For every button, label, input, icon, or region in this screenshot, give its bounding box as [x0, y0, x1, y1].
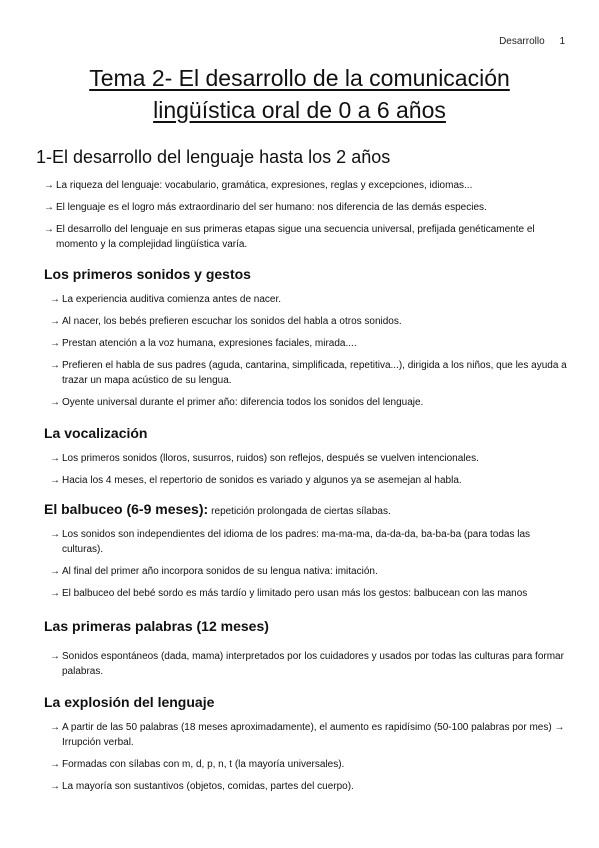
heading-primeros-sonidos: Los primeros sonidos y gestos	[44, 266, 251, 282]
heading-primeras-palabras: Las primeras palabras (12 meses)	[44, 618, 269, 634]
list-item	[50, 292, 570, 307]
arrow-bullet-icon: →	[50, 588, 60, 599]
list-item-text: Los sonidos son independientes del idioma de los padres: ma-ma-ma, da-da-da, ba-ba-ba (para todas las culturas).	[62, 529, 531, 555]
arrow-bullet-icon: →	[50, 651, 60, 662]
list-item	[50, 586, 570, 601]
arrow-bullet-icon: →	[50, 294, 60, 305]
page-number: 1	[559, 36, 565, 47]
arrow-bullet-icon: →	[44, 224, 54, 235]
list-item-text: El desarrollo del lenguaje en sus primeras etapas sigue una secuencia universal, prefijada genéticamente el momento y la complejidad lingüística varía.	[56, 224, 535, 250]
vocalizacion-list	[50, 451, 570, 495]
list-item	[50, 473, 570, 488]
page-title	[0, 62, 599, 126]
balbuceo-note: repetición prolongada de ciertas sílabas.	[211, 506, 391, 517]
list-item-text: Prefieren el habla de sus padres (aguda, cantarina, simplificada, repetitiva...), dirigida a los niños, que les ayuda a trazar un mapa acústico de su lengua.	[62, 360, 567, 386]
list-item	[50, 757, 570, 772]
arrow-bullet-icon: →	[50, 475, 60, 486]
arrow-bullet-icon: →	[44, 180, 54, 191]
heading-balbuceo	[44, 501, 391, 517]
list-item	[50, 336, 570, 351]
list-item	[50, 564, 570, 579]
list-item	[50, 527, 570, 557]
list-item-text: La mayoría son sustantivos (objetos, comidas, partes del cuerpo).	[62, 781, 354, 792]
title-line-1: Tema 2- El desarrollo de la comunicación	[89, 65, 510, 91]
arrow-bullet-icon: →	[44, 202, 54, 213]
arrow-bullet-icon: →	[50, 759, 60, 770]
header-section: Desarrollo	[499, 36, 545, 47]
list-item	[50, 779, 570, 794]
arrow-bullet-icon: →	[50, 722, 60, 733]
list-item	[44, 222, 564, 252]
list-item-text: Al final del primer año incorpora sonidos de su lengua nativa: imitación.	[62, 566, 378, 577]
arrow-bullet-icon: →	[50, 453, 60, 464]
list-item	[50, 358, 570, 388]
arrow-bullet-icon: →	[50, 397, 60, 408]
list-item	[50, 649, 570, 679]
list-item-text: La experiencia auditiva comienza antes de nacer.	[62, 294, 282, 305]
heading-vocalizacion: La vocalización	[44, 425, 148, 441]
arrow-bullet-icon: →	[50, 338, 60, 349]
list-item-text: Al nacer, los bebés prefieren escuchar los sonidos del habla a otros sonidos.	[62, 316, 402, 327]
title-line-2: lingüística oral de 0 a 6 años	[153, 97, 446, 123]
arrow-bullet-icon: →	[50, 316, 60, 327]
list-item-text: A partir de las 50 palabras (18 meses aproximadamente), el aumento es rapidísimo (50-100 palabras por mes) → Irrupción verbal.	[62, 722, 565, 748]
list-item	[50, 395, 570, 410]
list-item	[50, 720, 570, 750]
explosion-list	[50, 720, 570, 801]
primeros-sonidos-list	[50, 292, 570, 417]
page-header	[499, 36, 565, 47]
list-item-text: La riqueza del lenguaje: vocabulario, gramática, expresiones, reglas y excepciones, idiomas...	[56, 180, 473, 191]
heading-explosion: La explosión del lenguaje	[44, 694, 215, 710]
arrow-bullet-icon: →	[50, 566, 60, 577]
list-item-text: Formadas con sílabas con m, d, p, n, t (la mayoría universales).	[62, 759, 345, 770]
balbuceo-list	[50, 527, 570, 608]
list-item-text: El balbuceo del bebé sordo es más tardío y limitado pero usan más los gestos: balbucean con las manos	[62, 588, 528, 599]
list-item	[44, 178, 564, 193]
list-item-text: Prestan atención a la voz humana, expresiones faciales, mirada....	[62, 338, 357, 349]
section1-list	[44, 178, 564, 259]
list-item	[50, 314, 570, 329]
arrow-bullet-icon: →	[50, 360, 60, 371]
primeras-palabras-list	[50, 649, 570, 686]
arrow-bullet-icon: →	[50, 529, 60, 540]
balbuceo-title: El balbuceo (6-9 meses):	[44, 501, 209, 517]
list-item	[44, 200, 564, 215]
list-item-text: Hacia los 4 meses, el repertorio de sonidos es variado y algunos ya se asemejan al habla.	[62, 475, 462, 486]
list-item-text: El lenguaje es el logro más extraordinario del ser humano: nos diferencia de las demás especies.	[56, 202, 487, 213]
arrow-bullet-icon: →	[50, 781, 60, 792]
list-item-text: Sonidos espontáneos (dada, mama) interpretados por los cuidadores y usados por todas las culturas para formar palabras.	[62, 651, 564, 677]
section-heading-1: 1-El desarrollo del lenguaje hasta los 2 años	[36, 147, 391, 167]
list-item	[50, 451, 570, 466]
list-item-text: Oyente universal durante el primer año: diferencia todos los sonidos del lenguaje.	[62, 397, 424, 408]
list-item-text: Los primeros sonidos (lloros, susurros, ruidos) son reflejos, después se vuelven intencionales.	[62, 453, 479, 464]
